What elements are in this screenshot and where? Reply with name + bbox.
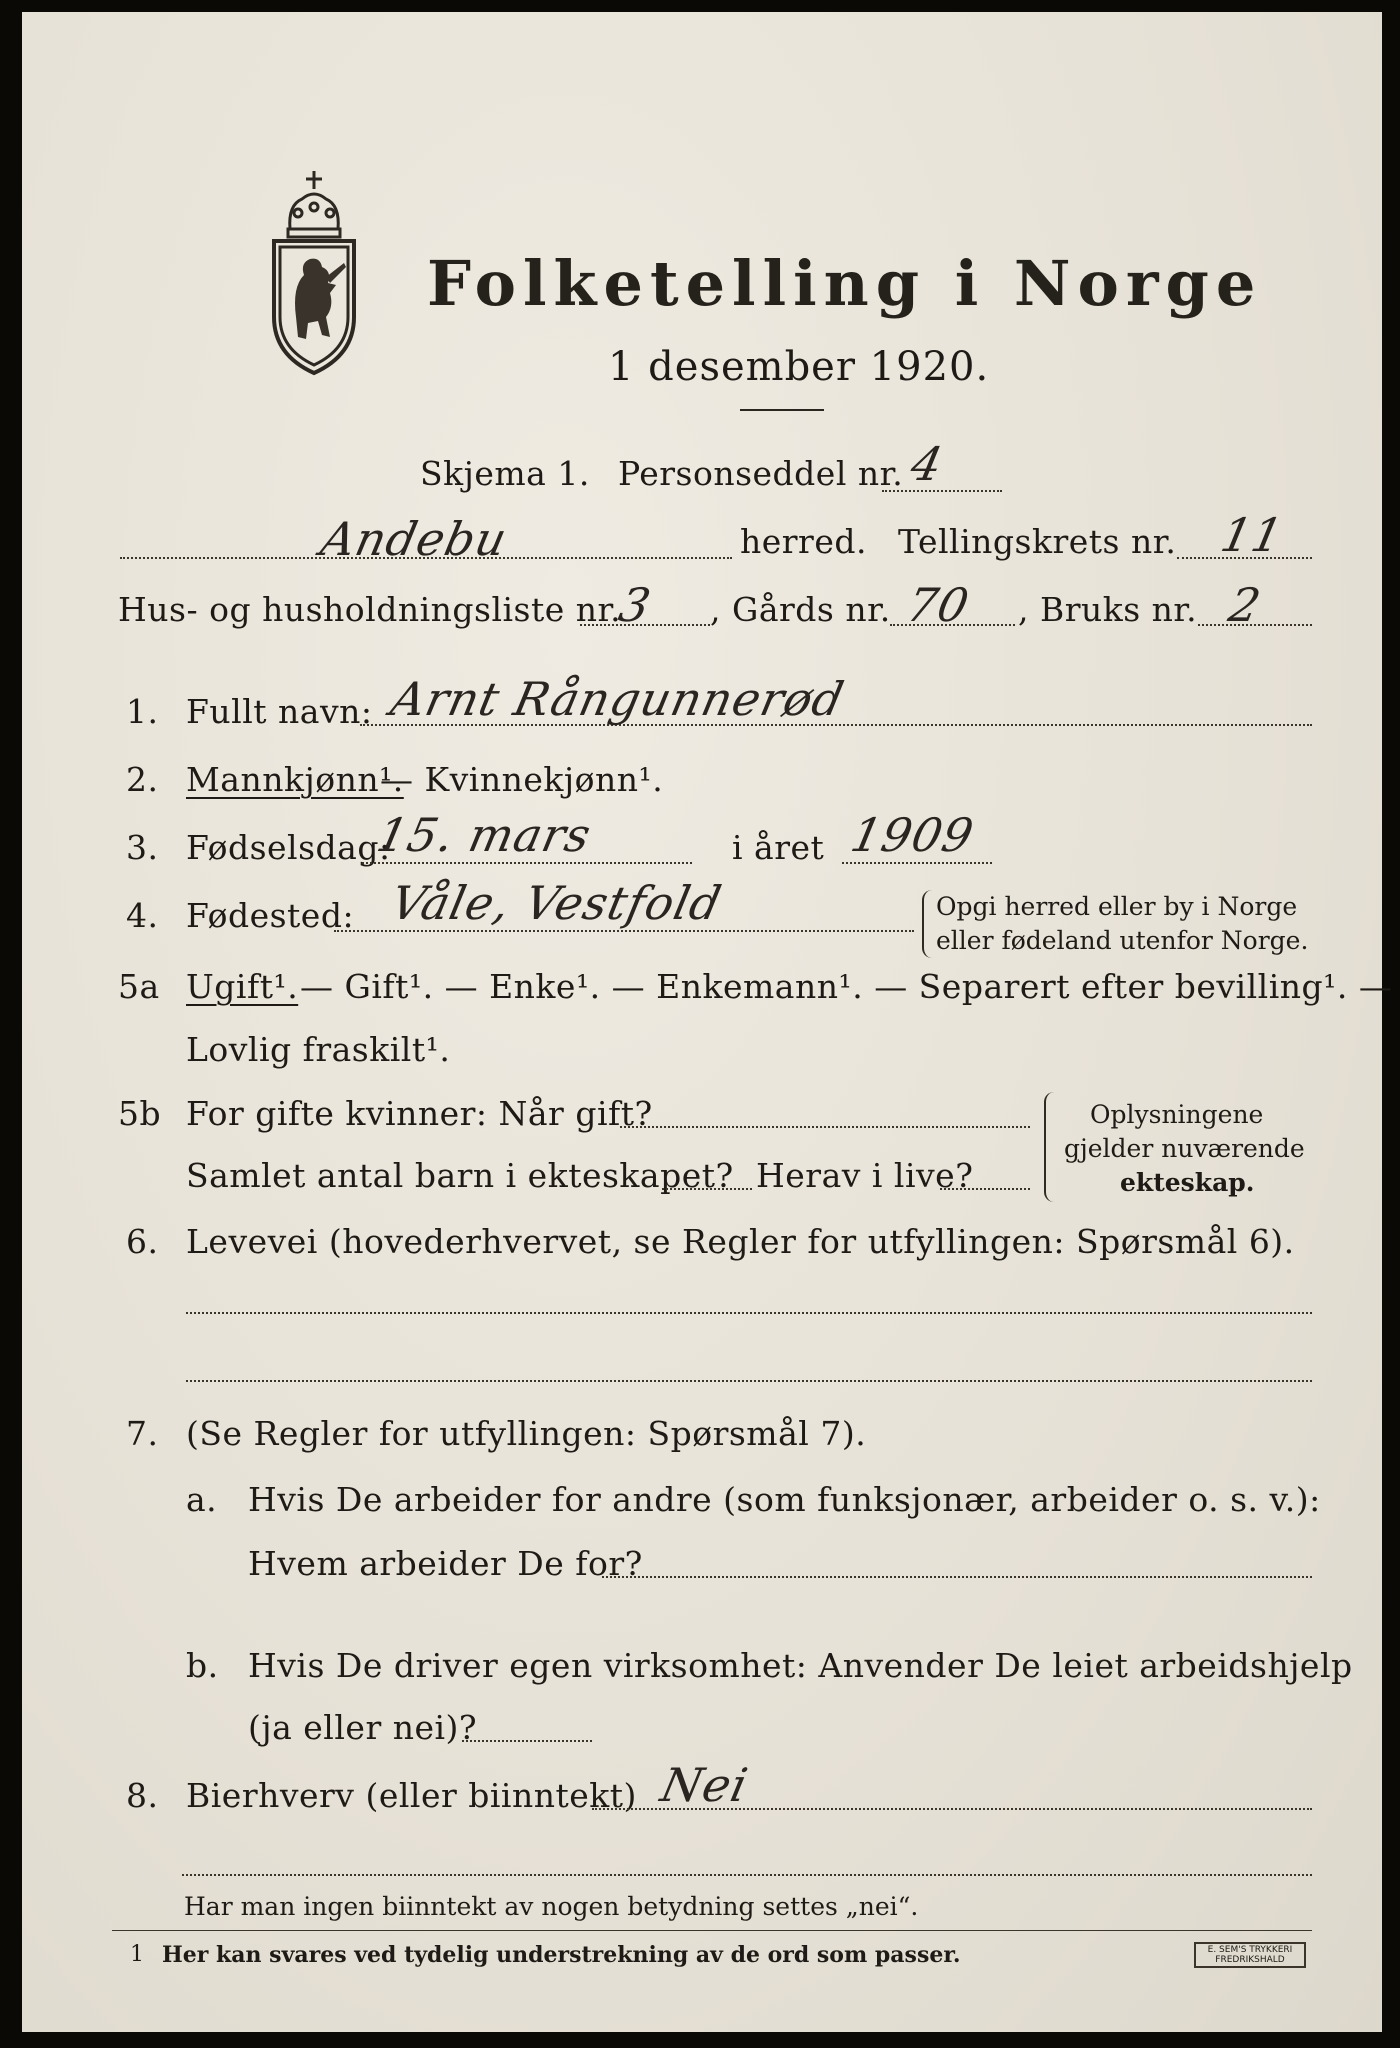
skjema-label: Skjema 1.: [420, 454, 590, 493]
q3-label: Fødselsdag:: [186, 828, 391, 867]
q3-number: 3.: [126, 828, 159, 867]
personseddel-label: Personseddel nr.: [618, 454, 904, 493]
footnote-mark: 1: [130, 1942, 144, 1967]
husliste-value: 3: [614, 578, 657, 632]
q7b-hired-help-label: (ja eller nei)?: [248, 1708, 478, 1747]
q3-line: [362, 862, 692, 864]
q2-male-option: Mannkjønn¹.: [186, 760, 404, 799]
q5b-living-line: [940, 1188, 1030, 1190]
q5b-children-line: [662, 1188, 752, 1190]
q5b-living-label: Herav i live?: [756, 1156, 974, 1195]
q5a-other-options: — Gift¹. — Enke¹. — Enkemann¹. — Separert efter bevilling¹. —: [300, 967, 1393, 1006]
q8-number: 8.: [126, 1776, 159, 1815]
q7-number: 7.: [126, 1414, 159, 1453]
printer-town: FREDRIKSHALD: [1215, 1955, 1285, 1965]
printer-stamp: [1194, 1942, 1306, 1968]
q5b-married-when-label: For gifte kvinner: Når gift?: [186, 1094, 653, 1133]
q7b-letter: b.: [186, 1646, 219, 1685]
form-title: Folketelling i Norge: [427, 247, 1263, 320]
q5b-number: 5b: [118, 1094, 162, 1133]
q7-label: (Se Regler for utfyllingen: Spørsmål 7).: [186, 1414, 867, 1453]
q7a-employer-label: Hvem arbeider De for?: [248, 1544, 643, 1583]
side-income-note: Har man ingen biinntekt av nogen betydning settes „nei“.: [184, 1892, 919, 1921]
q4-value: Våle, Vestfold: [386, 876, 727, 930]
husliste-label: Hus- og husholdningsliste nr.: [118, 590, 622, 629]
q5b-children-label: Samlet antal barn i ekteskapet?: [186, 1156, 734, 1195]
q6-line-1: [186, 1312, 1312, 1314]
tellingskrets-value: 11: [1216, 508, 1289, 562]
q6-line-2: [186, 1380, 1312, 1382]
gards-label: , Gårds nr.: [710, 590, 891, 629]
coat-of-arms-icon: [260, 167, 368, 377]
title-divider: [740, 409, 824, 411]
q7a-letter: a.: [186, 1480, 218, 1519]
q4-note-line2: eller fødeland utenfor Norge.: [936, 926, 1309, 955]
census-form-sheet: [22, 12, 1393, 2032]
printer-name: E. SEM'S TRYKKERI: [1207, 1945, 1293, 1955]
q6-label: Levevei (hovederhvervet, se Regler for utfyllingen: Spørsmål 6).: [186, 1222, 1295, 1261]
q7a-employer-line: [602, 1576, 1312, 1578]
q5b-note-bracket: [1044, 1092, 1058, 1202]
footnote-divider: [112, 1930, 1312, 1931]
personseddel-line: [882, 490, 1002, 492]
q6-number: 6.: [126, 1222, 159, 1261]
q5b-note-line2: gjelder nuværende: [1064, 1134, 1305, 1163]
q5b-note-line3: ekteskap.: [1120, 1168, 1255, 1197]
q7b-label: Hvis De driver egen virksomhet: Anvender De leiet arbeidshjelp: [248, 1646, 1353, 1685]
q8-label: Bierhverv (eller biinntekt): [186, 1776, 637, 1815]
q5a-divorced-option: Lovlig fraskilt¹.: [186, 1030, 451, 1069]
q5a-number: 5a: [118, 967, 160, 1006]
q8-value: Nei: [656, 1758, 753, 1812]
q3-year-label: i året: [732, 828, 825, 867]
q5a-unmarried-option: Ugift¹.: [186, 967, 299, 1006]
q4-line: [334, 930, 914, 932]
q1-label: Fullt navn:: [186, 692, 373, 731]
q7a-label: Hvis De arbeider for andre (som funksjonær, arbeider o. s. v.):: [248, 1480, 1321, 1519]
personseddel-value: 4: [906, 437, 949, 491]
q5b-note-line1: Oplysningene: [1090, 1100, 1264, 1129]
tellingskrets-label: Tellingskrets nr.: [898, 522, 1177, 561]
q4-note-line1: Opgi herred eller by i Norge: [936, 892, 1298, 921]
q3-year-value: 1909: [846, 808, 979, 862]
q5b-married-when-line: [620, 1126, 1030, 1128]
q1-value: Arnt Rångunnerød: [386, 672, 850, 726]
q4-number: 4.: [126, 896, 159, 935]
q7b-hired-help-line: [462, 1740, 592, 1742]
q2-other-options: — Kvinnekjønn¹.: [380, 760, 664, 799]
census-date: 1 desember 1920.: [608, 344, 990, 390]
bruks-value: 2: [1224, 578, 1267, 632]
gards-value: 70: [902, 578, 975, 632]
q2-number: 2.: [126, 760, 159, 799]
q3-value: 15. mars: [372, 808, 597, 862]
q4-note-bracket: [922, 890, 936, 958]
q8-line-2: [182, 1874, 1312, 1876]
q1-number: 1.: [126, 692, 159, 731]
bruks-label: , Bruks nr.: [1018, 590, 1198, 629]
herred-label: herred.: [740, 522, 867, 561]
q4-label: Fødested:: [186, 896, 355, 935]
herred-value: Andebu: [316, 512, 513, 566]
footnote-text: Her kan svares ved tydelig understrekning av de ord som passer.: [162, 1942, 961, 1968]
q3-year-line: [842, 862, 992, 864]
